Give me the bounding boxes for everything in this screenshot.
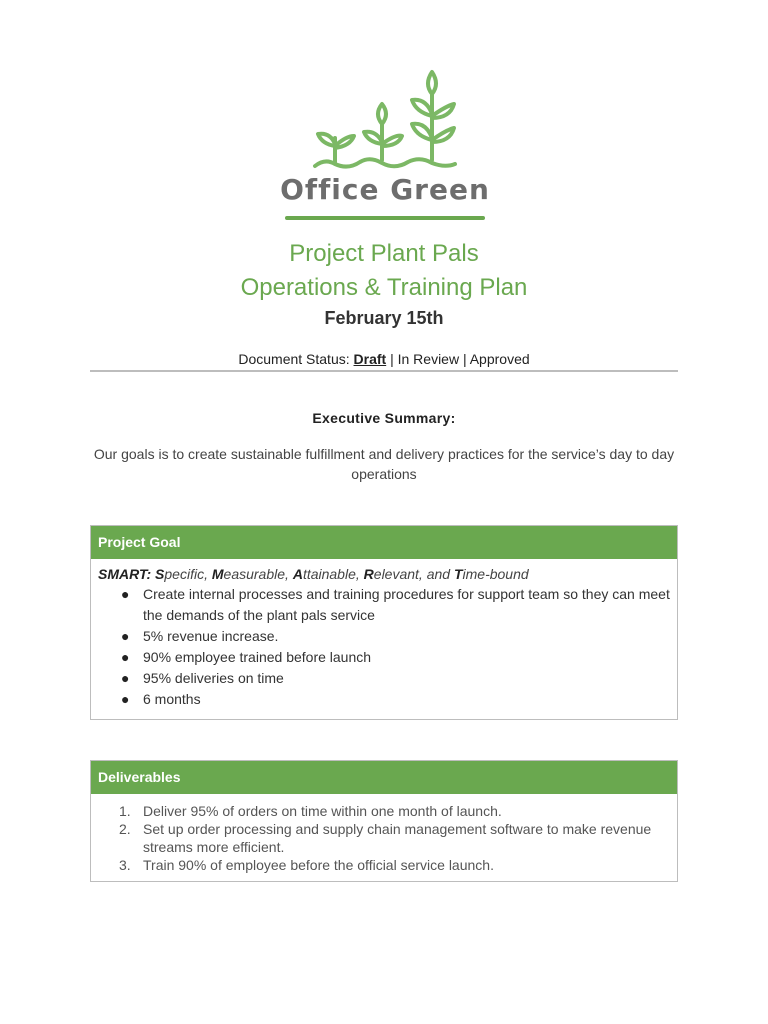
- brand-name: Office Green: [280, 173, 490, 206]
- plant-logo-icon: [310, 66, 460, 171]
- deliverables-heading: Deliverables: [91, 761, 677, 794]
- status-prefix: Document Status:: [238, 351, 354, 367]
- brand-underline: [285, 216, 485, 220]
- list-item: ● 6 months: [121, 691, 201, 707]
- logo: [280, 66, 490, 226]
- smart-word: ttainable,: [302, 566, 364, 582]
- list-item: 3. Train 90% of employee before the official service launch.: [119, 857, 494, 873]
- smart-letter: A: [292, 566, 303, 582]
- smart-word: pecific,: [164, 566, 212, 582]
- smart-letter: M: [211, 566, 224, 582]
- smart-label: SMART:: [98, 566, 152, 582]
- status-draft[interactable]: Draft: [353, 351, 387, 367]
- list-item: ● 95% deliveries on time: [121, 670, 284, 686]
- smart-letter: S: [155, 566, 165, 582]
- smart-letter: R: [363, 566, 374, 582]
- divider: [90, 370, 678, 372]
- list-item: 2. Set up order processing and supply chain management software to make revenue streams more efficient.: [119, 821, 652, 855]
- document-date: February 15th: [324, 308, 444, 328]
- goal-list: [91, 584, 677, 710]
- smart-word: ime-bound: [462, 566, 529, 582]
- list-item: ● Create internal processes and training procedures for support team so they can meet the demands of the plant pals service: [121, 586, 670, 623]
- project-title: Project Plant Pals: [289, 240, 479, 267]
- document-status: [0, 351, 768, 367]
- smart-word: easurable,: [223, 566, 293, 582]
- project-goal-table: [90, 525, 678, 720]
- list-item: 1. Deliver 95% of orders on time within one month of launch.: [119, 803, 502, 819]
- deliverables-table: [90, 760, 678, 882]
- project-goal-heading: Project Goal: [91, 526, 677, 559]
- executive-summary-text: Our goals is to create sustainable fulfillment and delivery practices for the service’s day to day operations: [93, 446, 675, 482]
- list-item: ● 90% employee trained before launch: [121, 649, 372, 665]
- executive-summary-heading: Executive Summary:: [312, 410, 456, 426]
- list-item: ● 5% revenue increase.: [121, 628, 279, 644]
- smart-line: [91, 559, 677, 582]
- status-rest: | In Review | Approved: [386, 351, 530, 367]
- plan-title: Operations & Training Plan: [240, 274, 528, 301]
- deliverables-list: [91, 802, 677, 874]
- smart-word: elevant, and: [373, 566, 454, 582]
- smart-letter: T: [453, 566, 463, 582]
